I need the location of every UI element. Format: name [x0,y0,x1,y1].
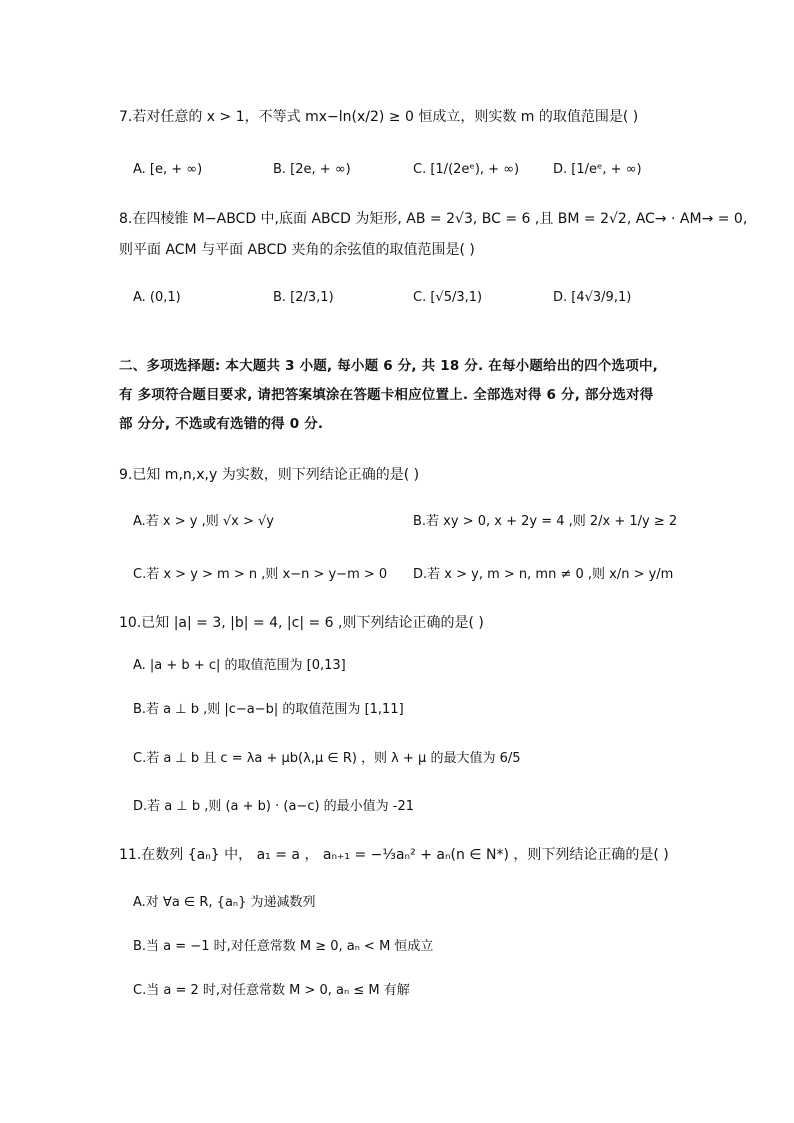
question-7-stem: 7.若对任意的 x > 1，不等式 mx−ln(x/2) ≥ 0 恒成立，则实数 m 的取值范围是( ) [119,109,639,125]
question-9-option-d: D.若 x > y, m > n, mn ≠ 0 ,则 x/n > y/m [413,567,674,582]
question-8-stem-line1: 8.在四棱锥 M−ABCD 中,底面 ABCD 为矩形, AB = 2√3, BC = 6 ,且 BM = 2√2, AC→ · AM→ = 0, [119,211,748,227]
question-9-stem: 9.已知 m,n,x,y 为实数，则下列结论正确的是( ) [119,467,420,483]
question-10-option-c: C.若 a ⊥ b 且 c = λa + μb(λ,μ ∈ R) ，则 λ + μ 的最大值为 6/5 [133,751,521,766]
question-11-option-c: C.当 a = 2 时,对任意常数 M > 0, aₙ ≤ M 有解 [133,983,410,998]
question-8-option-a: A. (0,1) [133,290,181,305]
question-10-option-a: A. |a + b + c| 的取值范围为 [0,13] [133,658,346,673]
question-7-option-a: A. [e, + ∞) [133,162,203,177]
question-9-option-b: B.若 xy > 0, x + 2y = 4 ,则 2/x + 1/y ≥ 2 [413,514,678,529]
question-8-option-d: D. [4√3/9,1) [553,290,632,305]
question-10-stem: 10.已知 |a| = 3, |b| = 4, |c| = 6 ,则下列结论正确的是( ) [119,615,484,631]
question-10-option-d: D.若 a ⊥ b ,则 (a + b) · (a−c) 的最小值为 -21 [133,799,415,814]
question-7-option-c: C. [1/(2eᵉ), + ∞) [413,162,520,177]
question-9-option-a: A.若 x > y ,则 √x > √y [133,514,274,529]
question-8-stem-line2: 则平面 ACM 与平面 ABCD 夹角的余弦值的取值范围是( ) [119,242,475,258]
question-7-option-d: D. [1/eᵉ, + ∞) [553,162,642,177]
question-10-option-b: B.若 a ⊥ b ,则 |c−a−b| 的取值范围为 [1,11] [133,702,404,717]
question-11-option-a: A.对 ∀a ∈ R, {aₙ} 为递减数列 [133,895,316,910]
question-8-option-c: C. [√5/3,1) [413,290,483,305]
question-7-option-b: B. [2e, + ∞) [273,162,351,177]
question-8-option-b: B. [2/3,1) [273,290,334,305]
question-9-option-c: C.若 x > y > m > n ,则 x−n > y−m > 0 [133,567,388,582]
question-11-option-b: B.当 a = −1 时,对任意常数 M ≥ 0, aₙ < M 恒成立 [133,939,434,954]
question-11-stem: 11.在数列 {aₙ} 中， a₁ = a ， aₙ₊₁ = −⅓aₙ² + aₙ(n ∈ N*) ，则下列结论正确的是( ) [119,847,669,863]
section-2-heading: 二、多项选择题: 本大题共 3 小题, 每小题 6 分, 共 18 分. 在每小题给出的四个选项中, 有 多项符合题目要求, 请把答案填涂在答题卡相应位置上. 全部选对得 6 分, 部分选对得部 分分, 不选或有选错的得 0 分. [119,358,658,432]
